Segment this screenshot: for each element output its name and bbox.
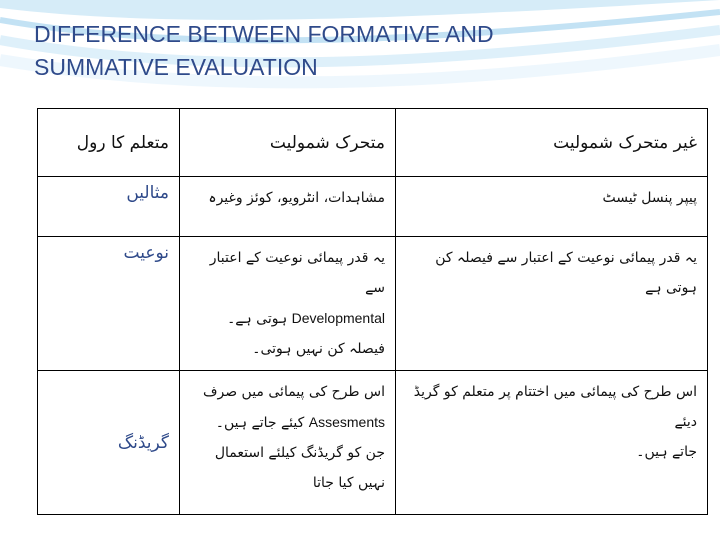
cell-text-line	[190, 407, 385, 438]
row-label-nature: نوعیت	[38, 237, 180, 371]
cell-text-line: اس طرح کی پیمائی میں اختتام پر متعلم کو گریڈ دیئے	[413, 384, 697, 430]
table-header-row	[38, 109, 708, 177]
header-learner-role: متعلم کا رول	[38, 109, 180, 177]
table-row	[38, 371, 708, 515]
header-passive-participation: غیر متحرک شمولیت	[396, 109, 708, 177]
cell-examples-passive: پیپر پنسل ٹیسٹ	[396, 177, 708, 237]
cell-text-line: فیصلہ کن نہیں ہوتی۔	[252, 341, 385, 357]
table-row	[38, 177, 708, 237]
cell-nature-active	[180, 237, 396, 371]
comparison-table	[37, 108, 708, 515]
row-label-examples: مثالیں	[38, 177, 180, 237]
cell-text-line: اس طرح کی پیمائی میں صرف	[202, 384, 385, 400]
cell-text-fragment: کیئے جاتے ہیں۔	[215, 415, 305, 431]
cell-text-fragment: ہوتی ہے۔	[227, 311, 288, 327]
slide-title-line-2: SUMMATIVE EVALUATION	[34, 54, 318, 80]
slide-title-line-1: DIFFERENCE BETWEEN FORMATIVE AND	[34, 21, 494, 47]
english-term: Developmental	[291, 310, 385, 326]
cell-nature-passive: یہ قدر پیمائی نوعیت کے اعتبار سے فیصلہ کن ہوتی ہے	[396, 237, 708, 371]
cell-text-line	[190, 303, 385, 334]
cell-text-line: یہ قدر پیمائی نوعیت کے اعتبار سے	[209, 250, 385, 296]
table-row	[38, 237, 708, 371]
cell-grading-passive	[396, 371, 708, 515]
cell-text-line: جاتے ہیں۔	[636, 444, 697, 460]
cell-grading-active	[180, 371, 396, 515]
cell-examples-active: مشاہدات، انٹرویو، کوئز وغیرہ	[180, 177, 396, 237]
english-term: Assesments	[308, 414, 385, 430]
cell-text-line: جن کو گریڈنگ کیلئے استعمال نہیں کیا جاتا	[214, 445, 385, 491]
header-active-participation: متحرک شمولیت	[180, 109, 396, 177]
row-label-grading: گریڈنگ	[38, 371, 180, 515]
slide-title	[34, 18, 674, 84]
